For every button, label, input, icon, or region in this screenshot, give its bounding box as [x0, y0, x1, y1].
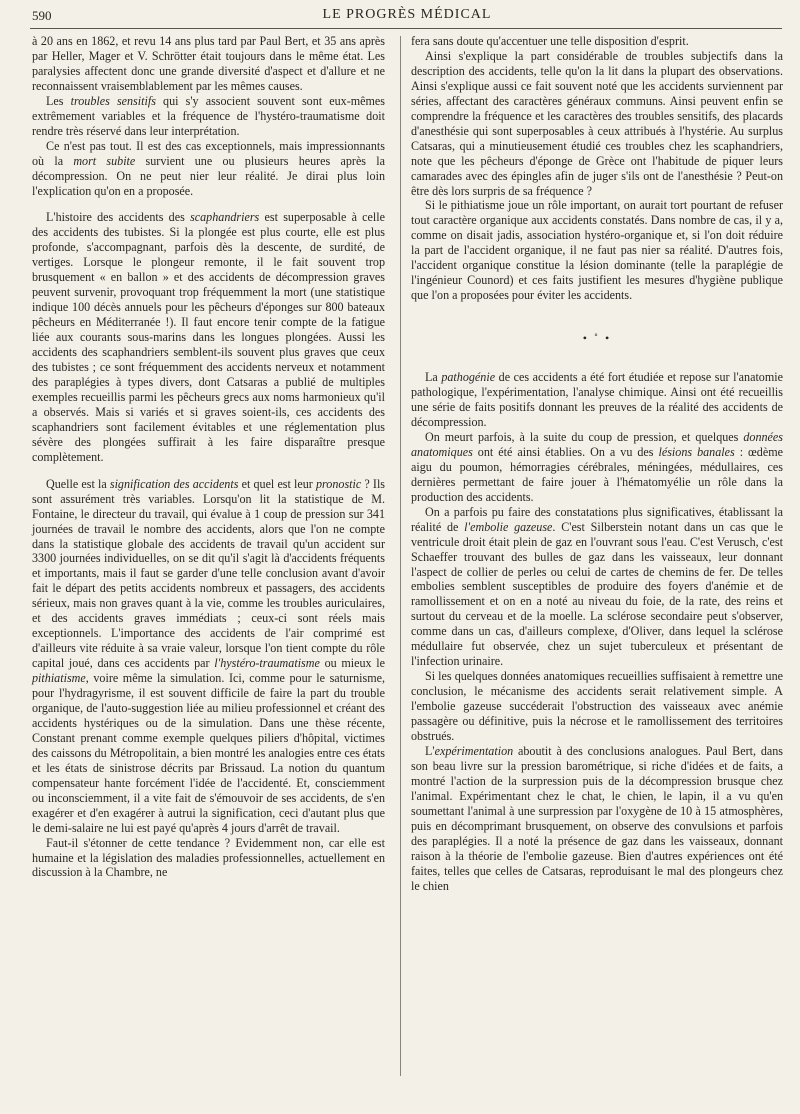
paragraph: On a parfois pu faire des constatations plus significatives, établissant la réalité de l'embolie gazeuse. C'est Silberstein notant dans un cas que le ventricule droit était plein de gaz en l'ouvrant sous l'eau. C'est Verusch, c'est Schaeffer trouvant des bulles de gaz dans les vaisseaux, leur donnant l'aspect de collier de perles ou celui de cartes de chemins de fer. De telles embolies semblent susceptibles de produire des foyers d'anémie et de ramollissement et on en a noté au niveau du foie, de la rate, des reins et surtout du cerveau et de la moelle. La sclérose secondaire peut s'observer, comme dans un cas, d'ailleurs complexe, d'Oliver, dans lequel la sclérose médullaire fut observée, chez un sujet tuberculeux et présentant de l'infection urinaire. [411, 504, 783, 669]
section-separator: • ˚ • [582, 331, 612, 346]
page-header [32, 6, 782, 28]
paragraph: Si le pithiatisme joue un rôle important, on aurait tort pourtant de refuser tout caractère organique aux accidents constatés. Dans nombre de cas, il y a, comme on disait jadis, association hystéro-organique et, si l'on doit réduire la part de l'accident organique, il ne faut pas nier sa réalité. D'autres fois, l'accident organique constitue la lésion dominante (telle la paraplégie de l'ingénieur Counord) et ces faits justifient les mesures d'hygiène publique que l'on a proposées pour éviter les accidents. [411, 198, 783, 303]
paragraph: fera sans doute qu'accentuer une telle disposition d'esprit. [411, 34, 689, 48]
page-number: 590 [32, 8, 52, 23]
paragraph: Les troubles sensitifs qui s'y associent souvent sont eux-mêmes extrêmement variables et la fréquence de l'hystéro-traumatisme doit rendre très réservé dans leur interprétation. [32, 93, 385, 138]
paragraph: Si les quelques données anatomiques recueillies suffisaient à remettre une conclusion, le mécanisme des accidents serait relativement simple. A l'embolie gazeuse succéderait l'obstruction des vaisseaux avec anémie passagère ou définitive, puis la nécrose et le ramollissement des territoires obstrués. [411, 669, 783, 743]
column-divider [400, 36, 401, 1076]
paragraph: Quelle est la signification des accidents et quel est leur pronostic ? Ils sont assurément très variables. Lorsqu'on lit la statistique de M. Fontaine, le directeur du travail, qui évalue à 1 coup de pression sur 341 journées de travail le nombre des accidents, alors que l'on ne compte dans la statistique globale des accidents de travail qu'un accident sur 3300 journées individuelles, on se dit qu'il s'agit là d'accidents fréquents et importants, mais il faut se garder d'une telle conclusion avant d'avoir fait le départ des petits accidents nombreux et passagers, des accidents sérieux, mais non graves quant à la vie, comme les troubles auriculaires, et des accidents graves immédiats ; ceux-ci sont réels mais exceptionnels. L'importance des accidents de l'air comprimé est d'ailleurs vite réduite à sa vraie valeur, lorsque l'on tient compte du rôle capital joué, dans ces accidents par l'hystéro-traumatisme ou mieux le pithiatisme, voire même la simulation. Ici, comme pour le saturnisme, pour l'hydragyrisme, il est souvent difficile de faire la part du trouble organique, de l'auto-suggestion liée au milieu professionnel et créant des accidents hystériques ou de la simulation. Dans une thèse récente, Constant prenant comme exemple quelques piliers d'hôpital, victimes des caissons du Métropolitain, a bien montré les analogies entre ces états et les états de sinistrose décrits par Brissaud. La notion du quantum compensateur hante forcément l'idée de l'accidenté. Et, consciemment ou inconsciemment, il a vite fait de s'émouvoir de ses accidents, de s'en exagérer et d'en exagérer à autrui la signification, ceci d'autant plus que le demi-salaire ne lui est payé qu'après 4 jours d'arrêt de travail. [32, 476, 386, 835]
right-column [411, 34, 783, 893]
paragraph: La pathogénie de ces accidents a été fort étudiée et repose sur l'anatomie pathologique, l'expérimentation, l'analyse chimique. Ainsi ont été recueillis une série de faits positifs donnant les preuves de la réalité des accidents de décompression. [411, 370, 783, 429]
paragraph: Ainsi s'explique la part considérable de troubles subjectifs dans la description des accidents, telle qu'on la lit dans la plupart des observations. Ainsi s'explique aussi ce fait souvent noté que les accidents surviennent par séries, affectant des caractères généraux communs. Ainsi peuvent enfin se comprendre la fréquence et les caractères des troubles sensitifs, des placards d'anesthésie qui sont superposables à ceux attribués à l'hystérie. Au surplus Catsaras, qui a minutieusement étudié ces troubles chez les scaphandriers, note que les pêcheurs d'éponge de Grèce ont l'habitude de piquer leurs camarades avec des épingles afin de juger s'ils ont de l'anesthésie ? Peut-on être dès lors surpris de sa fréquence ? [411, 48, 783, 198]
left-column [32, 34, 385, 880]
paragraph: On meurt parfois, à la suite du coup de pression, et quelques données anatomiques ont été ainsi établies. On a vu des lésions banales : œdème aigu du poumon, hémorragies cérébrales, méningées, médullaires, ces dernières permettant de faire jouer à l'hématomyélie un rôle dans la production des accidents. [411, 429, 783, 504]
paragraph: L'expérimentation aboutit à des conclusions analogues. Paul Bert, dans son beau livre sur la pression barométrique, si riche d'idées et de faits, a montré l'action de la surpression puis de la décompression brusque chez l'animal. Expérimentant chez le chat, le chien, le lapin, il a vu qu'en soumettant l'animal à une surpression par l'oxygène de 10 à 15 atmosphères, puis en décomprimant brusquement, on observe des convulsions et parfois des paraplégies. Il a noté la présence de gaz dans les vaisseaux, donnant raison à la théorie de l'embolie gazeuse. Bien d'autres expériences ont été faites, telles que celles de Catsaras, reproduisant le mal des plongeurs chez le chien [411, 743, 783, 893]
running-title: LE PROGRÈS MÉDICAL [322, 7, 492, 22]
paragraph: Faut-il s'étonner de cette tendance ? Evidemment non, car elle est humaine et la législation des maladies professionnelles, actuellement en discussion à la Chambre, ne [32, 835, 385, 880]
paragraph: L'histoire des accidents des scaphandriers est superposable à celle des accidents des tubistes. Si la plongée est plus courte, elle est plus profonde, s'accompagnant, parfois dès la descente, de surdité, de vertiges. Lorsque le plongeur remonte, il le fait souvent trop brusquement « en ballon » et des accidents de décompression graves peuvent survenir, provoquant trop fréquemment la mort (une statistique indique 100 décès annuels pour les pêcheurs d'éponges sur 800 bateaux pêcheurs en Méditerranée !). Il faut encore tenir compte de la fatigue liée aux courants sous-marins dans les longues plongées. Aussi les accidents des scaphandriers semblent-ils souvent plus graves que ceux des tubistes ; ce sont fréquemment des accidents nerveux et notamment des paraplégies à types divers, dont Catsaras a publié de multiples exemples recueillis parmi les pêcheurs grecs aux noms harmonieux qu'il a observés. Mais si variés et si graves soient-ils, ces accidents des scaphandriers sont facilement évitables et une réglementation plus sévère des plongées suffirait à les faire disparaître presque complètement. [32, 210, 386, 464]
paragraph: à 20 ans en 1862, et revu 14 ans plus tard par Paul Bert, et 35 ans après par Heller, Mager et V. Schrötter était toujours dans le même état. Les paralysies affectent donc une grande diversité d'aspect et d'allure et ne reconnaissent vraisemblablement par les mêmes causes. [32, 34, 385, 93]
header-rule [30, 28, 782, 29]
paragraph: Ce n'est pas tout. Il est des cas exceptionnels, mais impressionnants où la mort subite survient une ou plusieurs heures après la décompression. On ne peut nier leur réalité. Je dirai plus loin l'explication qu'on en a proposée. [32, 138, 385, 198]
